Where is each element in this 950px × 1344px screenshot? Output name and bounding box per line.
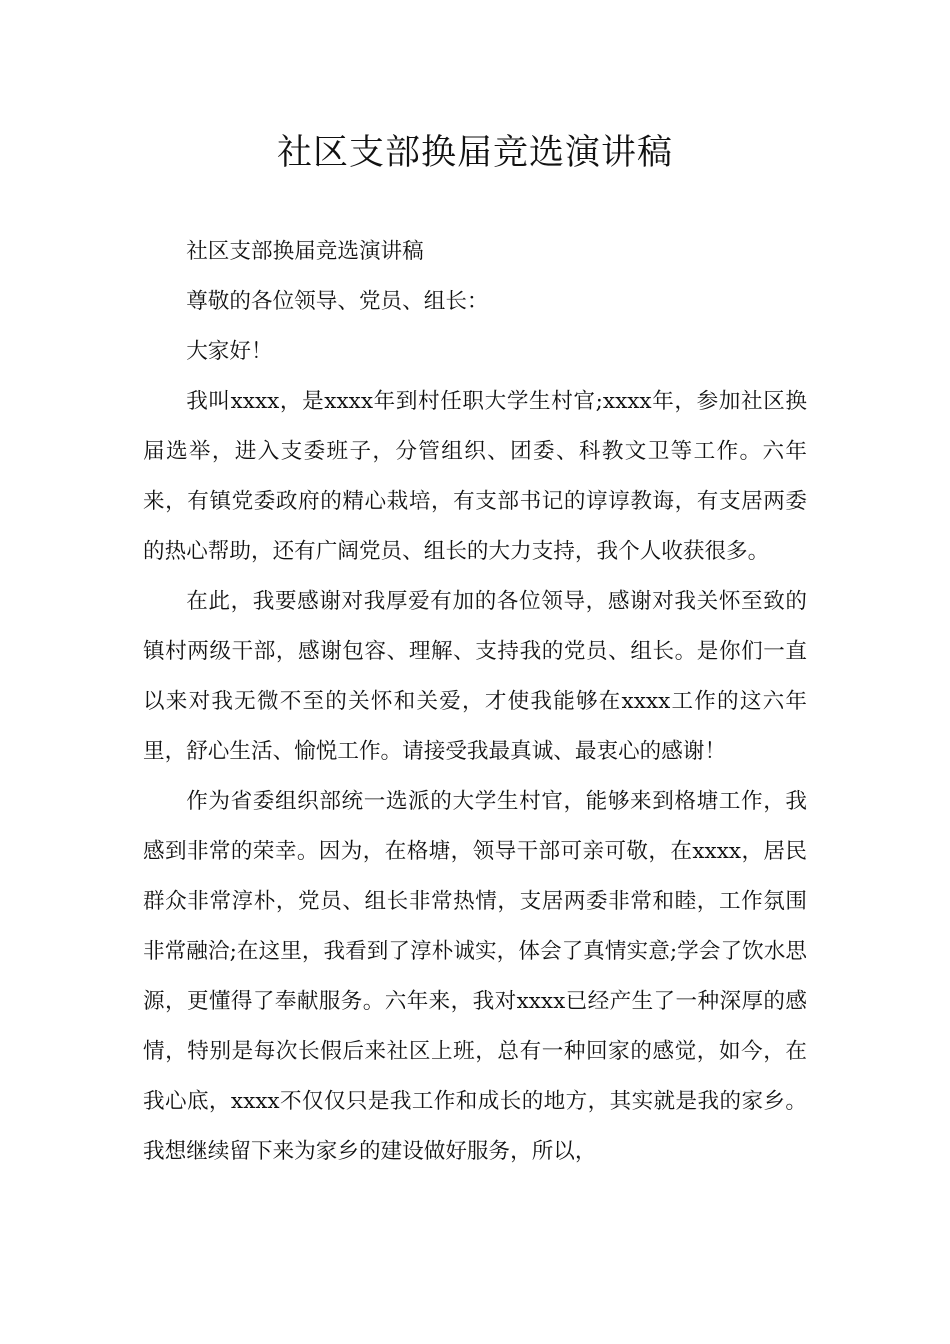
- paragraph-introduction: 我叫xxxx，是xxxx年到村任职大学生村官;xxxx年，参加社区换届选举，进入支委班子，分管组织、团委、科教文卫等工作。六年来，有镇党委政府的精心栽培，有支部书记的谆谆教诲，有支居两委的热心帮助，还有广阔党员、组长的大力支持，我个人收获很多。: [143, 389, 807, 564]
- paragraph-greeting: 大家好！: [186, 339, 273, 364]
- paragraph-heading: 社区支部换届竞选演讲稿: [186, 239, 424, 264]
- document-title: 社区支部换届竞选演讲稿: [276, 133, 673, 173]
- paragraph-salutation: 尊敬的各位领导、党员、组长：: [186, 289, 489, 314]
- paragraph-experience: 作为省委组织部统一选派的大学生村官，能够来到格塘工作，我感到非常的荣幸。因为，在格塘，领导干部可亲可敬，在xxxx，居民群众非常淳朴，党员、组长非常热情，支居两委非常和睦，工作氛围非常融洽;在这里，我看到了淳朴诚实，体会了真情实意;学会了饮水思源，更懂得了奉献服务。六年来，我对xxxx已经产生了一种深厚的感情，特别是每次长假后来社区上班，总有一种回家的感觉，如今，在我心底，xxxx不仅仅只是我工作和成长的地方，其实就是我的家乡。我想继续留下来为家乡的建设做好服务，所以，: [143, 789, 807, 1164]
- paragraph-thanks: 在此，我要感谢对我厚爱有加的各位领导，感谢对我关怀至致的镇村两级干部，感谢包容、理解、支持我的党员、组长。是你们一直以来对我无微不至的关怀和关爱，才使我能够在xxxx工作的这六年里，舒心生活、愉悦工作。请接受我最真诚、最衷心的感谢！: [143, 589, 807, 764]
- document-body: [143, 227, 807, 1177]
